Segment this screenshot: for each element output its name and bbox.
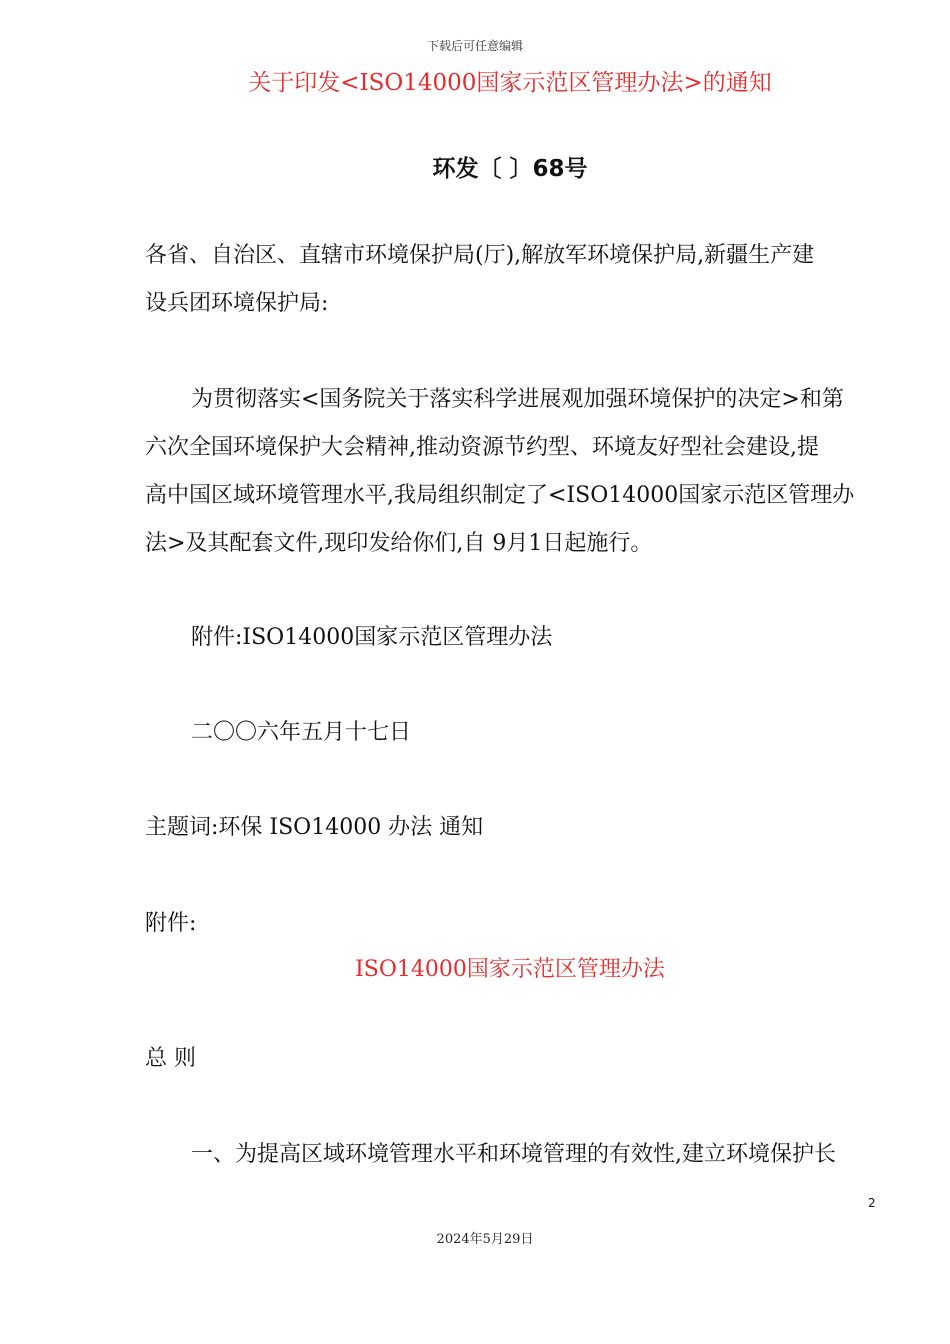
article-1	[145, 1131, 875, 1179]
keywords	[145, 804, 875, 852]
attachment-line	[145, 614, 875, 662]
body-line: 法>及其配套文件,现印发给你们,自 9月1日起施行。	[145, 531, 653, 556]
body-paragraph	[145, 376, 875, 568]
attachment-label	[145, 900, 875, 948]
body-line: 高中国区域环境管理水平,我局组织制定了<ISO14000国家示范区管理办	[145, 483, 855, 508]
body-line: 六次全国环境保护大会精神,推动资源节约型、环境友好型社会建设,提	[145, 435, 819, 460]
attachment-title: ISO14000国家示范区管理办法	[355, 957, 665, 982]
body-line: 为贯彻落实<国务院关于落实科学进展观加强环境保护的决定>和第	[191, 387, 844, 412]
issue-date-text: 二〇〇六年五月十七日	[191, 720, 412, 745]
addressee-line: 设兵团环境保护局:	[145, 291, 329, 316]
keywords-text: 主题词:环保 ISO14000 办法 通知	[145, 815, 484, 840]
document-number: 环发〔 〕68号	[432, 156, 588, 182]
issue-date	[145, 709, 875, 757]
footer-date: 2024年5月29日	[436, 1232, 534, 1247]
addressee-line: 各省、自治区、直辖市环境保护局(厅),解放军环境保护局,新疆生产建	[145, 243, 815, 268]
section-heading-text: 总 则	[145, 1046, 196, 1071]
attachment-label-text: 附件:	[145, 911, 197, 936]
attachment-line-text: 附件:ISO14000国家示范区管理办法	[191, 625, 553, 650]
document-title: 关于印发<ISO14000国家示范区管理办法>的通知	[248, 70, 772, 96]
addressee-block	[145, 232, 875, 328]
header-note: 下载后可任意编辑	[426, 39, 523, 53]
section-heading	[145, 1035, 875, 1083]
article-1-text: 一、为提高区域环境管理水平和环境管理的有效性,建立环境保护长	[191, 1142, 836, 1167]
page-number: 2	[868, 1196, 876, 1210]
